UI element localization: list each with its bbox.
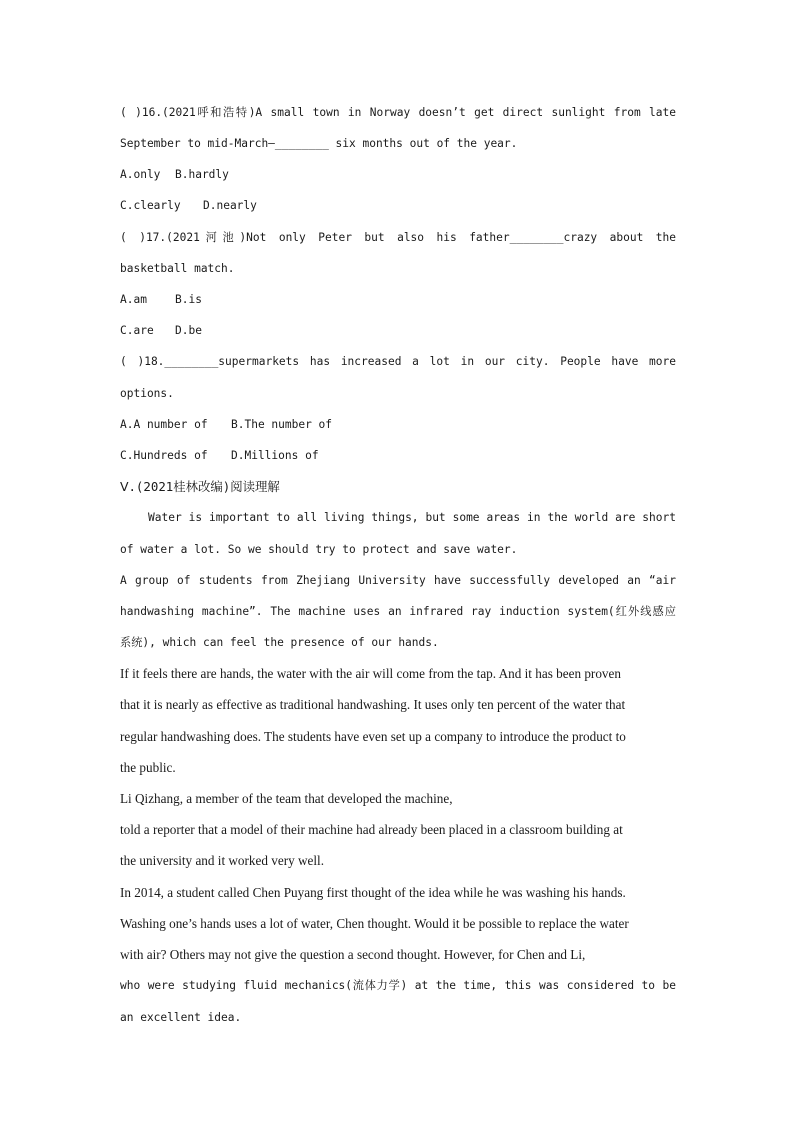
option-c: C.Hundreds of <box>120 449 208 462</box>
option-d: D.be <box>175 324 202 337</box>
option-c: C.are <box>120 324 154 337</box>
option-b: B.The number of <box>231 418 333 431</box>
option-a: A.am <box>120 293 147 306</box>
passage-line-5: 系统), which can feel the presence of our hands. <box>120 636 439 649</box>
passage-line-13: In 2014, a student called Chen Puyang first thought of the idea while he was washing his hands. <box>120 885 626 900</box>
question-16-stem: ( )16.(2021呼和浩特)A small town in Norway doesn’t get direct sunlight from late <box>120 106 676 119</box>
option-d: D.Millions of <box>231 449 319 462</box>
passage-line-14: Washing one’s hands uses a lot of water, Chen thought. Would it be possible to replace the water <box>120 916 629 931</box>
option-b: B.is <box>175 293 202 306</box>
question-16-stem-cont: September to mid-March—________ six months out of the year. <box>120 137 518 150</box>
passage-line-1: Water is important to all living things, but some areas in the world are short <box>148 511 676 524</box>
passage-line-9: the public. <box>120 760 176 775</box>
option-d: D.nearly <box>203 199 257 212</box>
option-a: A.A number of <box>120 418 208 431</box>
section-v-heading: Ⅴ.(2021桂林改编)阅读理解 <box>120 479 280 494</box>
passage-line-17: an excellent idea. <box>120 1011 242 1024</box>
question-16-options-ab <box>120 167 229 183</box>
option-c: C.clearly <box>120 199 181 212</box>
passage-line-10: Li Qizhang, a member of the team that developed the machine, <box>120 791 453 806</box>
passage-line-6: If it feels there are hands, the water with the air will come from the tap. And it has been proven <box>120 666 621 681</box>
passage-line-8: regular handwashing does. The students have even set up a company to introduce the product to <box>120 729 626 744</box>
question-17-options-ab <box>120 292 202 308</box>
question-17-stem: ( )17.(2021河池)Not only Peter but also his father________crazy about the <box>120 231 676 244</box>
passage-line-7: that it is nearly as effective as traditional handwashing. It uses only ten percent of the water that <box>120 697 626 712</box>
question-18-options-ab <box>120 417 332 433</box>
passage-line-2: of water a lot. So we should try to protect and save water. <box>120 543 518 556</box>
passage-line-4: handwashing machine”. The machine uses an infrared ray induction system(红外线感应 <box>120 605 676 618</box>
question-16-options-cd <box>120 198 257 214</box>
option-b: B.hardly <box>175 168 229 181</box>
passage-line-12: the university and it worked very well. <box>120 853 324 868</box>
option-a: A.only <box>120 168 161 181</box>
passage-line-15: with air? Others may not give the question a second thought. However, for Chen and Li, <box>120 947 586 962</box>
passage-line-11: told a reporter that a model of their machine had already been placed in a classroom building at <box>120 822 623 837</box>
question-17-options-cd <box>120 323 202 339</box>
passage-line-3: A group of students from Zhejiang University have successfully developed an “air <box>120 574 676 587</box>
passage-line-16: who were studying fluid mechanics(流体力学) at the time, this was considered to be <box>120 979 676 992</box>
question-17-stem-cont: basketball match. <box>120 262 235 275</box>
question-18-options-cd <box>120 448 319 464</box>
question-18-stem-cont: options. <box>120 387 174 400</box>
question-18-stem: ( )18.________supermarkets has increased a lot in our city. People have more <box>120 355 676 368</box>
